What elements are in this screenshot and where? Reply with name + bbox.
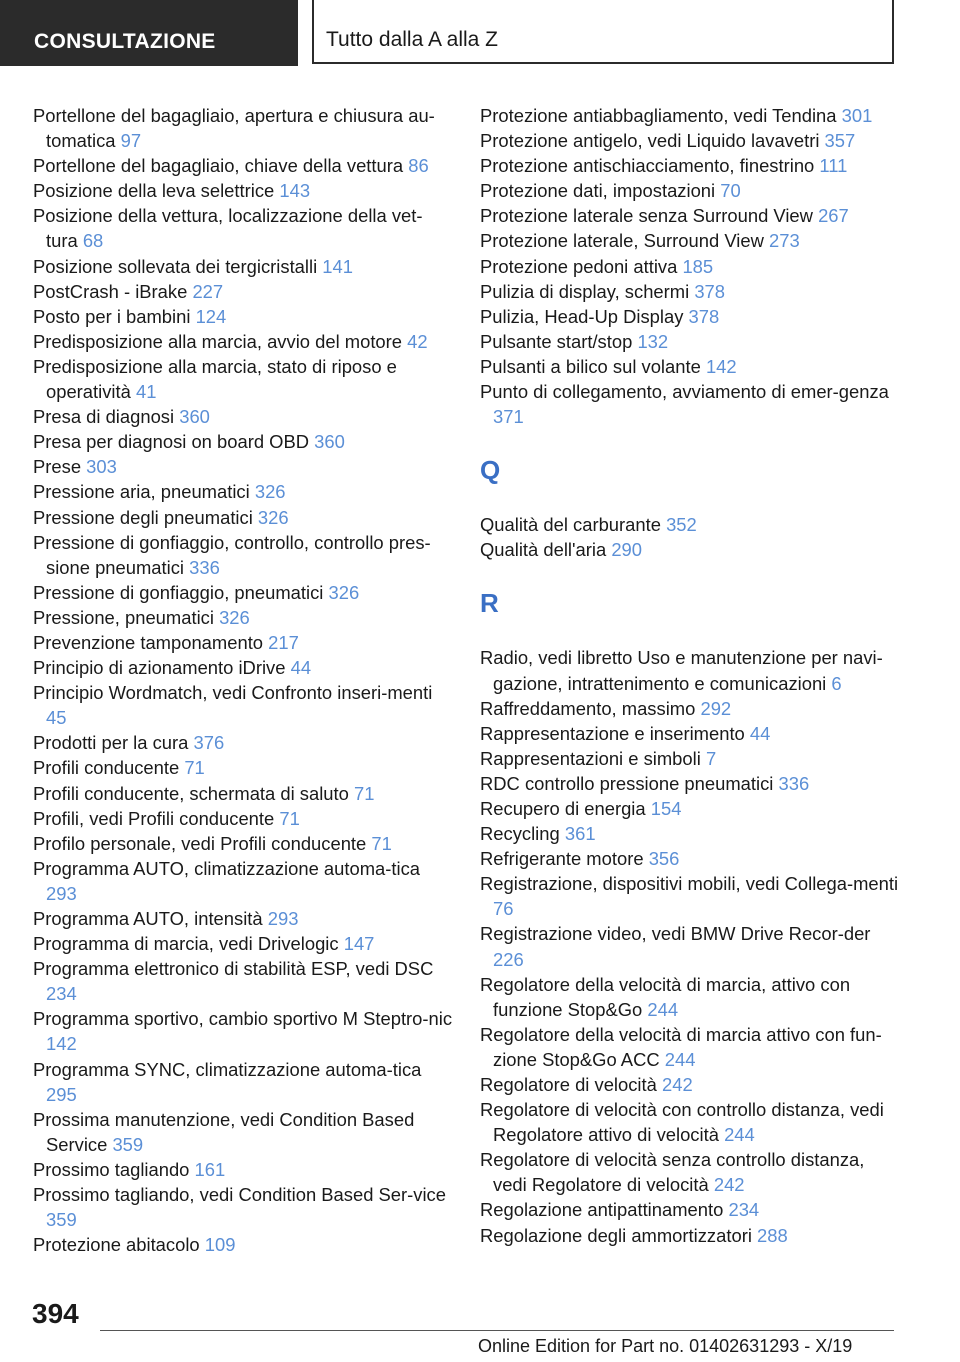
index-page-link[interactable]: 292 — [700, 697, 732, 719]
index-page-link[interactable]: 86 — [408, 155, 429, 177]
index-column-left — [33, 103, 453, 1257]
index-entry-text: Portellone del bagagliaio, chiave della vettura — [33, 155, 404, 177]
index-entry-text: Regolazione antipattinamento — [480, 1199, 724, 1221]
index-page-link[interactable]: 71 — [354, 782, 375, 804]
index-page-link[interactable]: 124 — [195, 305, 227, 327]
index-entry — [33, 655, 453, 680]
section-tab: CONSULTAZIONE — [0, 0, 298, 66]
index-entry — [480, 972, 900, 1022]
index-page-link[interactable]: 326 — [254, 481, 286, 503]
index-entry — [480, 1197, 900, 1222]
footer-edition: Online Edition for Part no. 01402631293 - X/19 — [478, 1336, 853, 1356]
index-page-link[interactable]: 290 — [611, 539, 642, 561]
index-entry — [480, 128, 900, 153]
index-page-link[interactable]: 143 — [279, 180, 311, 202]
index-entry — [33, 153, 453, 178]
index-entry-text: RDC controllo pressione pneumatici — [480, 772, 774, 794]
index-entry-text: Posizione della leva selettrice — [33, 180, 275, 202]
index-page-link[interactable]: 147 — [343, 933, 375, 955]
index-entry — [33, 605, 453, 630]
index-page-link[interactable]: 293 — [46, 882, 77, 904]
index-entry-text: Posizione della vettura, localizzazione della vet‐tura — [33, 205, 423, 252]
index-entry-text: Regolatore della velocità di marcia attivo con fun‐zione Stop&Go ACC — [480, 1023, 882, 1070]
index-entry — [480, 379, 900, 429]
index-page-link[interactable]: 242 — [661, 1074, 693, 1095]
index-page-link[interactable]: 378 — [694, 280, 725, 302]
index-entry — [33, 1057, 453, 1107]
page-number: 394 — [32, 1298, 79, 1329]
index-entry — [480, 329, 900, 354]
index-entry — [480, 796, 900, 821]
index-entry-text: Pulizia di display, schermi — [480, 280, 690, 302]
index-page-link[interactable]: 326 — [219, 606, 250, 628]
index-entry — [480, 821, 900, 846]
index-group-p — [480, 103, 900, 429]
index-entry — [33, 1182, 453, 1232]
index-entry-text: Profili, vedi Profili conducente — [33, 807, 275, 829]
index-entry — [33, 254, 453, 279]
index-entry — [480, 1022, 900, 1072]
index-entry-text: Protezione abitacolo — [33, 1234, 200, 1256]
index-entry — [480, 645, 900, 695]
index-entry-text: Prossimo tagliando, vedi Condition Based Ser‐vice — [33, 1184, 446, 1206]
index-entry-text: Presa di diagnosi — [33, 406, 175, 428]
index-page-link[interactable]: 303 — [86, 456, 117, 478]
page-header — [0, 0, 960, 66]
index-page-link[interactable]: 326 — [328, 581, 360, 603]
index-page-link[interactable]: 142 — [705, 355, 737, 377]
index-page-link[interactable]: 359 — [46, 1209, 77, 1231]
index-entry-text: Protezione dati, impostazioni — [480, 180, 716, 202]
index-page-link[interactable]: 111 — [819, 155, 848, 177]
index-entry — [33, 505, 453, 530]
index-page-link[interactable]: 161 — [194, 1158, 226, 1180]
index-entry — [480, 1072, 900, 1097]
index-entry-text: Protezione laterale, Surround View — [480, 230, 764, 252]
index-page-link[interactable]: 141 — [322, 255, 353, 277]
index-page-link[interactable]: 42 — [407, 330, 428, 352]
index-entry-text: Principio di azionamento iDrive — [33, 657, 286, 679]
index-entry — [480, 1223, 900, 1248]
index-entry-text: Registrazione, dispositivi mobili, vedi Collega‐menti — [480, 873, 899, 895]
index-page-link[interactable]: 326 — [257, 506, 289, 528]
index-group-r — [480, 645, 900, 1247]
index-entry-text: Registrazione video, vedi BMW Drive Recor‐der — [480, 923, 871, 945]
index-entry-text: Profili conducente, schermata di saluto — [33, 782, 349, 804]
index-entry — [480, 871, 900, 921]
index-page-link[interactable]: 154 — [650, 797, 682, 819]
index-entry-text: Presa per diagnosi on board OBD — [33, 431, 310, 453]
index-page-link[interactable]: 244 — [647, 998, 679, 1020]
index-entry — [33, 329, 453, 354]
index-entry-text: Pulizia, Head-Up Display — [480, 305, 684, 327]
index-page-link[interactable]: 76 — [493, 898, 514, 920]
index-entry-text: Profilo personale, vedi Profili conducente — [33, 832, 367, 854]
index-entry-text: Posto per i bambini — [33, 305, 191, 327]
index-entry — [480, 203, 900, 228]
index-page-link[interactable]: 360 — [314, 431, 345, 453]
index-page-link[interactable]: 132 — [637, 330, 669, 352]
index-page-link[interactable]: 71 — [371, 832, 392, 854]
index-entry-text: Programma AUTO, climatizzazione automa‐tica — [33, 857, 421, 879]
index-page-link[interactable]: 7 — [705, 747, 717, 769]
index-entry — [33, 103, 453, 153]
index-entry — [480, 846, 900, 871]
index-entry — [33, 730, 453, 755]
index-entry — [33, 580, 453, 605]
index-entry — [480, 771, 900, 796]
index-page-link[interactable]: 234 — [728, 1199, 760, 1221]
index-entry — [33, 1157, 453, 1182]
index-entry-text: Punto di collegamento, avviamento di emer‐genza — [480, 381, 889, 403]
index-entry — [33, 203, 453, 253]
index-entry-text: PostCrash - iBrake — [33, 280, 188, 302]
index-entry-text: Radio, vedi libretto Uso e manutenzione per navi‐gazione, intrattenimento e comunicazioni — [480, 647, 883, 694]
index-entry-text: Protezione pedoni attiva — [480, 255, 678, 277]
index-page-link[interactable]: 244 — [724, 1124, 755, 1146]
index-page-link[interactable]: 227 — [192, 280, 224, 302]
index-page-link[interactable]: 273 — [769, 230, 800, 252]
index-page-link[interactable]: 359 — [112, 1133, 144, 1155]
index-page-link[interactable]: 378 — [688, 305, 720, 327]
index-entry — [33, 1232, 453, 1257]
index-entry-text: Programma SYNC, climatizzazione automa‐tica — [33, 1058, 422, 1080]
index-entry — [480, 1147, 900, 1197]
index-entry-text: Programma sportivo, cambio sportivo M Steptro‐nic — [33, 1008, 453, 1030]
index-entry — [33, 755, 453, 780]
index-entry-text: Prossima manutenzione, vedi Condition Based Service — [33, 1108, 415, 1155]
index-page-link[interactable]: 356 — [648, 848, 680, 870]
index-letter-r: R — [480, 588, 499, 619]
index-entry — [480, 354, 900, 379]
index-entry-text: Recupero di energia — [480, 797, 646, 819]
index-page-link[interactable]: 226 — [493, 948, 524, 970]
index-page-link[interactable]: 295 — [46, 1083, 77, 1105]
index-entry — [480, 103, 900, 128]
index-entry — [480, 746, 900, 771]
index-entry — [480, 178, 900, 203]
index-page-link[interactable]: 336 — [189, 556, 220, 578]
index-column-right — [480, 103, 900, 1248]
index-page-link[interactable]: 288 — [757, 1224, 788, 1246]
index-page-link[interactable]: 142 — [46, 1033, 77, 1055]
index-letter-q: Q — [480, 455, 501, 486]
index-page-link[interactable]: 293 — [267, 908, 299, 929]
index-page-link[interactable]: 6 — [831, 672, 842, 694]
index-entry-text: Raffreddamento, massimo — [480, 697, 696, 719]
index-page-link[interactable]: 44 — [290, 657, 312, 679]
index-entry-text: Pulsante start/stop — [480, 330, 633, 352]
index-entry — [480, 254, 900, 279]
index-page-link[interactable]: 68 — [82, 230, 104, 252]
index-page-link[interactable]: 71 — [279, 807, 300, 829]
index-entry — [33, 906, 453, 931]
index-page-link[interactable]: 97 — [120, 130, 142, 152]
index-entry — [480, 1097, 900, 1147]
index-entry — [33, 479, 453, 504]
index-entry-text: Prodotti per la cura — [33, 732, 189, 754]
index-entry — [480, 537, 900, 562]
index-entry — [480, 921, 900, 971]
index-entry — [33, 956, 453, 1006]
index-entry-text: Rappresentazione e inserimento — [480, 722, 745, 744]
index-entry-text: Recycling — [480, 823, 560, 845]
index-entry — [33, 454, 453, 479]
index-entry-text: Pressione degli pneumatici — [33, 506, 253, 528]
index-entry-text: Refrigerante motore — [480, 848, 644, 870]
index-entry-text: Pressione di gonfiaggio, controllo, controllo pres‐sione pneumatici — [33, 531, 431, 578]
index-entry-text: Prossimo tagliando — [33, 1158, 190, 1180]
index-entry — [33, 404, 453, 429]
index-entry — [33, 1006, 453, 1056]
index-page-link[interactable]: 217 — [268, 631, 299, 653]
index-page-link[interactable]: 71 — [184, 757, 205, 779]
index-page-link[interactable]: 234 — [46, 983, 77, 1005]
index-entry-text: Programma AUTO, intensità — [33, 908, 263, 929]
index-entry — [480, 228, 900, 253]
index-entry — [33, 279, 453, 304]
index-entry — [33, 429, 453, 454]
index-page-link[interactable]: 336 — [778, 772, 810, 794]
index-entry-text: Predisposizione alla marcia, avvio del motore — [33, 330, 403, 352]
index-entry — [33, 781, 453, 806]
footer-divider — [100, 1330, 894, 1331]
index-entry-text: Prese — [33, 456, 82, 478]
index-entry — [33, 1107, 453, 1157]
index-page-link[interactable]: 360 — [179, 406, 210, 428]
index-entry-text: Pressione di gonfiaggio, pneumatici — [33, 581, 324, 603]
index-entry-text: Pressione, pneumatici — [33, 606, 214, 628]
index-entry-text: Profili conducente — [33, 757, 180, 779]
index-entry-text: Qualità dell'aria — [480, 539, 607, 561]
index-entry — [33, 680, 453, 730]
index-entry — [480, 696, 900, 721]
index-page-link[interactable]: 70 — [720, 180, 741, 202]
index-entry — [33, 304, 453, 329]
index-page-link[interactable]: 357 — [824, 130, 856, 152]
index-entry-text: Pulsanti a bilico sul volante — [480, 355, 701, 377]
index-page-link[interactable]: 41 — [135, 381, 157, 403]
index-entry — [33, 530, 453, 580]
index-entry — [33, 806, 453, 831]
index-page-link[interactable]: 267 — [818, 205, 849, 227]
index-entry-text: Regolatore della velocità di marcia, attivo con funzione Stop&Go — [480, 973, 851, 1020]
index-page-link[interactable]: 371 — [493, 406, 524, 428]
index-entry-text: Regolatore di velocità senza controllo distanza, vedi Regolatore di velocità — [480, 1149, 865, 1196]
index-page-link[interactable]: 244 — [664, 1048, 696, 1070]
index-entry — [33, 856, 453, 906]
index-entry — [33, 178, 453, 203]
index-page-link[interactable]: 44 — [749, 722, 771, 744]
index-entry-text: Posizione sollevata dei tergicristalli — [33, 255, 318, 277]
index-entry-text: Protezione antigelo, vedi Liquido lavavetri — [480, 130, 820, 152]
index-page-link[interactable]: 242 — [713, 1174, 745, 1196]
index-entry — [480, 279, 900, 304]
index-entry-text: Regolatore di velocità con controllo distanza, vedi Regolatore attivo di velocità — [480, 1099, 884, 1146]
index-entry — [33, 630, 453, 655]
index-page-link[interactable]: 185 — [682, 255, 714, 277]
index-page-link[interactable]: 376 — [193, 732, 225, 754]
index-page-link[interactable]: 301 — [841, 105, 873, 126]
index-entry-text: Programma di marcia, vedi Drivelogic — [33, 933, 339, 955]
index-entry — [480, 153, 900, 178]
index-entry — [480, 304, 900, 329]
index-page-link[interactable]: 361 — [564, 823, 596, 845]
index-entry — [480, 512, 900, 537]
index-page-link[interactable]: 352 — [666, 514, 697, 536]
chapter-title: Tutto dalla A alla Z — [312, 0, 894, 64]
index-entry-text: Protezione laterale senza Surround View — [480, 205, 813, 227]
index-entry — [33, 354, 453, 404]
index-entry — [33, 931, 453, 956]
index-group-q — [480, 512, 900, 562]
index-entry-text: Principio Wordmatch, vedi Confronto inseri‐menti — [33, 682, 433, 704]
index-entry-text: Prevenzione tamponamento — [33, 631, 264, 653]
index-page-link[interactable]: 45 — [46, 707, 67, 729]
index-entry-text: Regolatore di velocità — [480, 1074, 657, 1095]
index-entry — [480, 721, 900, 746]
index-page-link[interactable]: 109 — [204, 1234, 236, 1256]
index-entry-text: Programma elettronico di stabilità ESP, vedi DSC — [33, 958, 434, 980]
index-entry-text: Qualità del carburante — [480, 514, 661, 536]
index-entry-text: Protezione antiabbagliamento, vedi Tendina — [480, 105, 837, 126]
index-entry-text: Predisposizione alla marcia, stato di riposo e operatività — [33, 355, 397, 403]
index-entry-text: Pressione aria, pneumatici — [33, 481, 250, 503]
index-entry-text: Portellone del bagagliaio, apertura e chiusura au‐tomatica — [33, 105, 435, 152]
index-entry-text: Regolazione degli ammortizzatori — [480, 1224, 752, 1246]
index-entry-text: Protezione antischiacciamento, finestrino — [480, 155, 815, 177]
index-entry — [33, 831, 453, 856]
index-entry-text: Rappresentazioni e simboli — [480, 747, 701, 769]
